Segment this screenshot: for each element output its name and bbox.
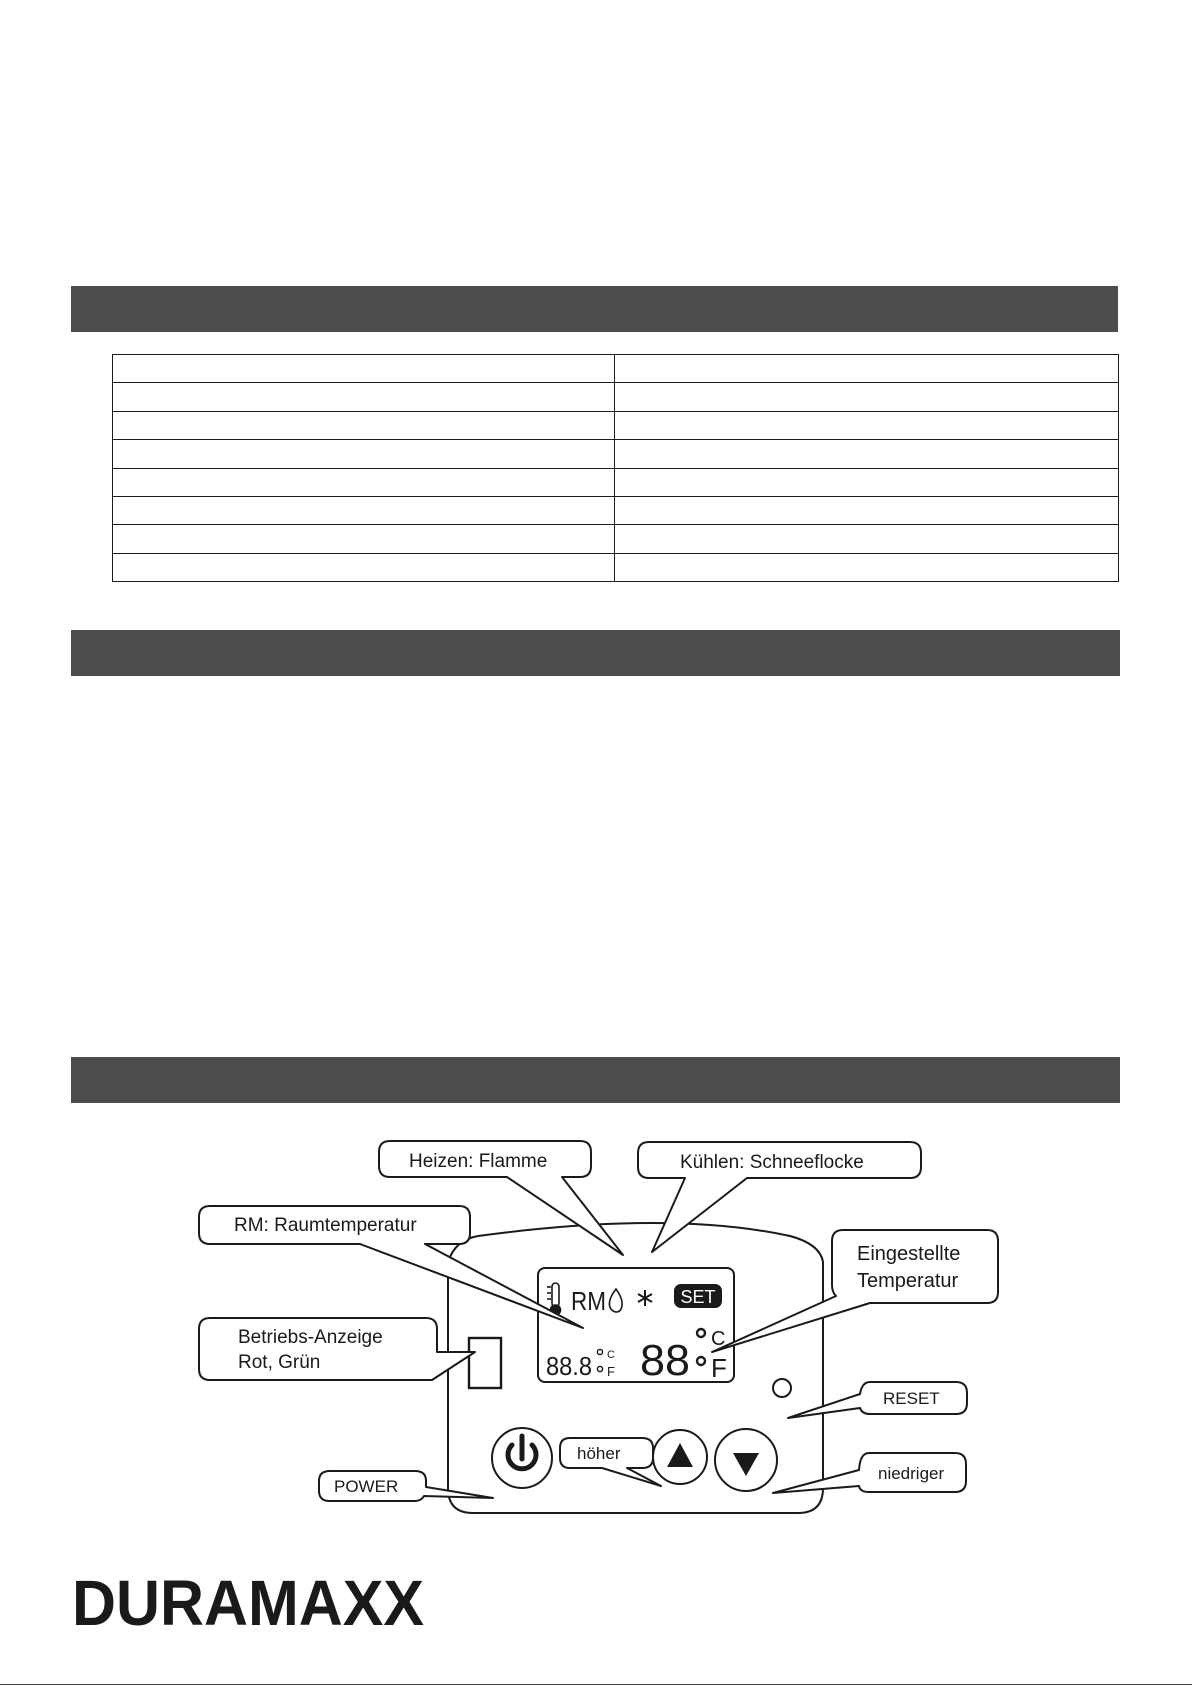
callout-set-temp-line2: Temperatur — [857, 1270, 959, 1292]
lcd-set-label: SET — [680, 1287, 716, 1307]
logo-text: DURAMAXX — [72, 1567, 425, 1639]
lcd-room-unit-f: F — [607, 1364, 615, 1379]
callout-heat-text: Heizen: Flamme — [409, 1151, 548, 1172]
lcd-rm-label: RM — [571, 1286, 606, 1316]
callout-down-text: niedriger — [878, 1464, 945, 1483]
lcd-set-unit-c: C — [711, 1328, 726, 1350]
power-icon — [508, 1436, 536, 1469]
callout-reset — [788, 1382, 967, 1418]
arrow-up-icon — [667, 1443, 693, 1467]
snowflake-icon — [638, 1290, 652, 1306]
reset-hole — [773, 1379, 791, 1397]
arrow-down-icon — [733, 1453, 759, 1476]
flame-icon — [609, 1289, 622, 1312]
callout-power-text: POWER — [334, 1477, 399, 1496]
duramaxx-logo — [72, 1567, 424, 1639]
lcd-room-temp: 88.8 — [546, 1351, 592, 1381]
status-led — [469, 1338, 501, 1388]
lcd-set-temp: 88 — [640, 1336, 690, 1385]
callout-reset-text: RESET — [883, 1389, 940, 1408]
lcd-room-unit-c: C — [607, 1349, 615, 1361]
callout-set-temp-line1: Eingestellte — [857, 1243, 961, 1265]
callout-cool-text: Kühlen: Schneeflocke — [680, 1152, 864, 1173]
callout-up-text: höher — [577, 1444, 621, 1463]
callout-indicator-line1: Betriebs-Anzeige — [238, 1327, 383, 1348]
callout-room-text: RM: Raumtemperatur — [234, 1215, 417, 1236]
callout-indicator-line2: Rot, Grün — [238, 1352, 321, 1373]
control-panel-outline — [448, 1223, 823, 1513]
lcd-set-unit-f: F — [711, 1353, 727, 1383]
